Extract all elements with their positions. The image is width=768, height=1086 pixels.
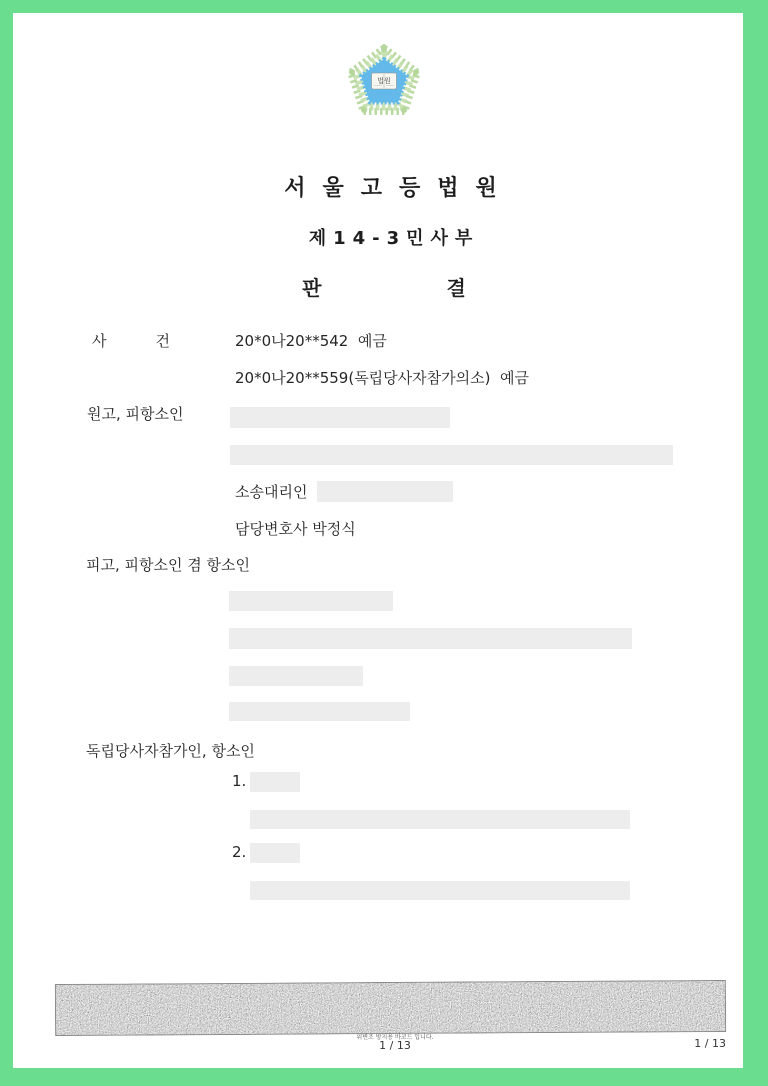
intervenor-item-2-number: 2. xyxy=(232,843,247,861)
defendant-label: 피고, 피항소인 겸 항소인 xyxy=(86,556,250,574)
redaction-bar xyxy=(250,810,630,829)
plaintiff-label: 원고, 피항소인 xyxy=(87,405,184,423)
redaction-bar xyxy=(250,843,300,863)
page-indicator-center: 1 / 13 xyxy=(379,1039,411,1052)
anti-forgery-notice: 위변조 방지용 바코드 입니다. xyxy=(356,1034,434,1041)
division-title: 제14-3민사부 xyxy=(308,228,480,249)
redaction-bar xyxy=(317,481,453,502)
court-name-title: 서울고등법원 xyxy=(284,176,514,201)
redaction-bar xyxy=(229,702,410,721)
redaction-bar xyxy=(230,445,673,465)
judgment-title-char-right: 결 xyxy=(446,276,466,300)
redaction-bar xyxy=(250,881,630,900)
redaction-bar xyxy=(229,666,363,686)
attorney-line: 담당변호사 박정식 xyxy=(235,520,356,538)
court-seal-icon xyxy=(344,43,424,123)
case-label xyxy=(92,330,170,351)
case-number-1: 20*0나20**542 예금 xyxy=(235,332,387,350)
seal-label: 법원 xyxy=(377,77,391,85)
page-indicator-right: 1 / 13 xyxy=(694,1037,726,1050)
redaction-bar xyxy=(250,772,300,792)
intervenor-item-1-number: 1. xyxy=(232,772,247,790)
redaction-bar xyxy=(230,407,450,428)
judgment-title-char-left: 판 xyxy=(302,276,322,300)
redaction-bar xyxy=(229,591,393,611)
judgment-title xyxy=(0,272,768,301)
redaction-bar xyxy=(229,628,632,649)
case-label-char-2: 건 xyxy=(155,332,170,350)
case-label-char-1: 사 xyxy=(92,332,107,350)
intervenor-label: 독립당사자참가인, 항소인 xyxy=(86,742,255,760)
case-number-2: 20*0나20**559(독립당사자참가의소) 예금 xyxy=(235,369,529,387)
counsel-label: 소송대리인 xyxy=(235,483,308,501)
